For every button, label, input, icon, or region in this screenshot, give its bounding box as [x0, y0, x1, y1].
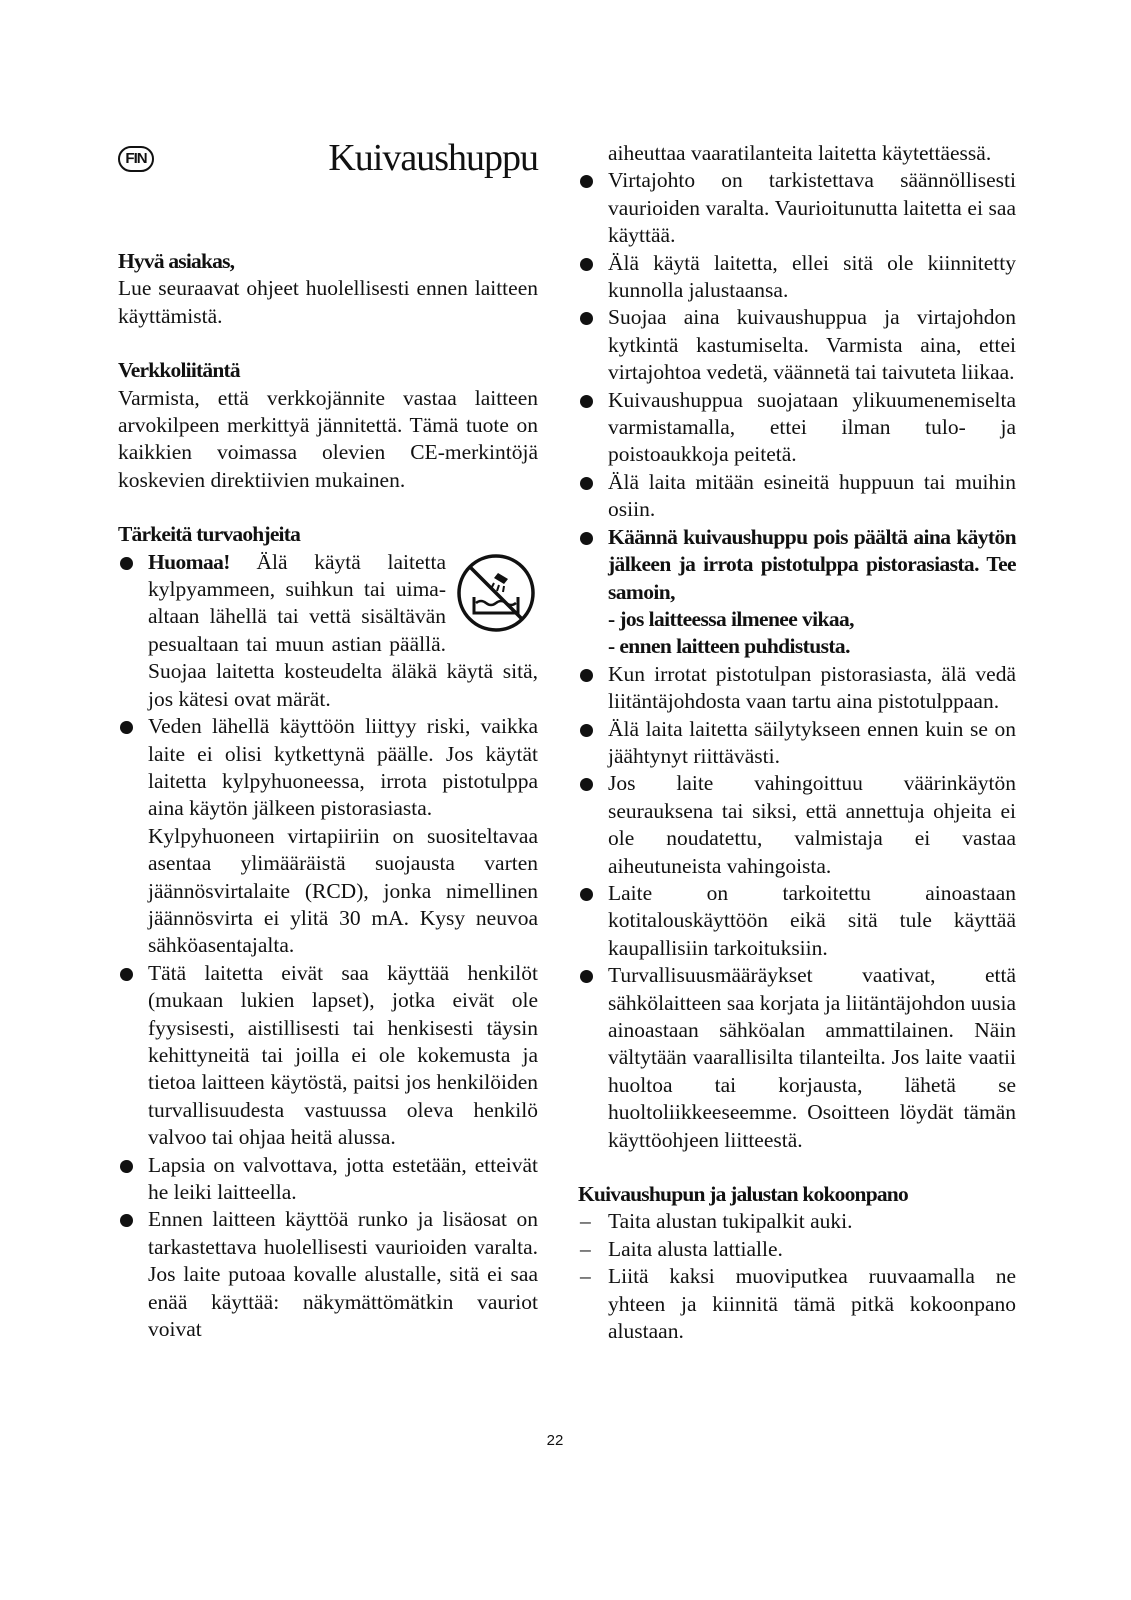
no-water-bath-icon [454, 551, 538, 635]
list-item [118, 713, 538, 960]
list-item: Älä käytä laitetta, ellei sitä ole kiinnitetty kunnolla jalustaansa. [578, 250, 1016, 305]
right-column [578, 140, 1016, 1345]
language-badge: FIN [118, 146, 154, 172]
safety-list [118, 549, 538, 1344]
list-item: Tätä laitetta eivät saa käyttää henkilöt (mukaan lukien lapset), jotka eivät ole fyysisesti, aistillisesti tai henkisesti täysin kehittyneitä tai joilla ei ole kokemusta ja tietoa laitteen käytöstä, paitsi jos henkilöiden turvallisuudesta vastuussa oleva henkilö valvoo tai ohjaa heitä alussa. [118, 960, 538, 1152]
bullet11-bold: Käännä kuivaushuppu pois päältä aina käytön jälkeen ja irrota pistotulppa pistorasiasta. Tee samoin, [608, 524, 1016, 604]
list-item: – Liitä kaksi muoviputkea ruuvaamalla ne yhteen ja kiinnitä tämä pitkä kokoonpano alustaan. [578, 1263, 1016, 1345]
continuation-text: aiheuttaa vaaratilanteita laitetta käytettäessä. [608, 141, 992, 165]
left-column [118, 248, 538, 1343]
safety-heading: Tärkeitä turvaohjeita [118, 522, 301, 547]
greeting-text: Lue seuraavat ohjeet huolellisesti ennen laitteen käyttämistä. [118, 276, 538, 328]
list-item: – Laita alusta lattialle. [578, 1236, 1016, 1263]
bullet11-sub1: - jos laitteessa ilmenee vikaa, [608, 606, 854, 631]
list-item: Suojaa aina kuivaushuppua ja virtajohdon kytkintä kastumiselta. Varmista aina, ettei virtajohtoa vedetä, väännetä tai taivuteta liikaa. [578, 304, 1016, 386]
list-item [118, 549, 538, 713]
mains-heading: Verkkoliitäntä [118, 358, 240, 383]
assembly-steps [578, 1208, 1016, 1345]
bullet1-text: Älä käytä laitetta kylpyammeen, suihkun tai uima-altaan lähellä tai vettä sisältävän pesualtaan tai muun astian päällä. Suojaa laitetta kosteudelta äläkä käytä sitä, jos kätesi ovat märät. [148, 549, 538, 711]
list-item: Kuivaushuppua suojataan ylikuumenemiselta varmistamalla, ettei ilman tulo- ja poistoaukkoja peitetä. [578, 387, 1016, 469]
bullet2-text2: Kylpyhuoneen virtapiiriin on suositeltavaa asentaa ylimääräistä suojausta varten jäännösvirtalaite (RCD), jonka nimellinen jäännösvirta ei ylitä 30 mA. Kysy neuvoa sähköasentajalta. [148, 823, 538, 958]
bullet11-sub2: - ennen laitteen puhdistusta. [608, 634, 850, 659]
list-item: Virtajohto on tarkistettava säännöllisesti vaurioiden varalta. Vaurioitunutta laitetta ei saa käyttää. [578, 167, 1016, 249]
list-item: Älä laita mitään esineitä huppuun tai muihin osiin. [578, 469, 1016, 524]
list-item: Turvallisuusmääräykset vaativat, että sähkölaitteen saa korjata ja liitäntäjohdon uusia ainoastaan sähköalan ammattilainen. Näin vältytään vaarallisilta tilanteilta. Jos laite vaatii huoltoa tai korjausta, lähetä se huoltoliikkeeseemme. Osoitteen löydät tämän käyttöohjeen liitteestä. [578, 962, 1016, 1154]
list-item: Älä laita laitetta säilytykseen ennen kuin se on jäähtynyt riittävästi. [578, 716, 1016, 771]
list-item: Laite on tarkoitettu ainoastaan kotitalouskäyttöön eikä sitä tule käyttää kaupallisiin tarkoituksiin. [578, 880, 1016, 962]
greeting-heading: Hyvä asiakas, [118, 249, 235, 273]
bullet1-bold: Huomaa! [148, 549, 230, 574]
assembly-heading: Kuivaushupun ja jalustan kokoonpano [578, 1182, 908, 1207]
mains-text: Varmista, että verkkojännite vastaa laitteen arvokilpeen merkittyä jännitettä. Tämä tuote on kaikkien voimassa olevien CE-merkintöjä koskevien direktiivien mukainen. [118, 385, 538, 492]
list-item: Jos laite vahingoittuu väärinkäytön seurauksena tai siksi, että annettuja ohjeita ei ole noudatettu, valmistaja ei vastaa aiheutuneista vahingoista. [578, 770, 1016, 880]
list-item [578, 524, 1016, 661]
list-item: Lapsia on valvottava, jotta estetään, etteivät he leiki laitteella. [118, 1152, 538, 1207]
page-number: 22 [546, 1432, 564, 1449]
bullet2-text: Veden lähellä käyttöön liittyy riski, vaikka laite ei olisi kytkettynä päälle. Jos käytät laitetta kylpyhuoneessa, irrota pistotulppa aina käytön jälkeen pistorasiasta. [148, 714, 538, 821]
list-item: Ennen laitteen käyttöä runko ja lisäosat on tarkastettava huolellisesti vaurioiden varalta. Jos laite putoaa kovalle alustalle, sitä ei saa enää käyttää: näkymättömätkin vauriot voivat [118, 1206, 538, 1343]
safety-list-continued [578, 167, 1016, 1154]
list-item: Kun irrotat pistotulpan pistorasiasta, älä vedä liitäntäjohdosta vaan tartu aina pistotulppaan. [578, 661, 1016, 716]
list-item: – Taita alustan tukipalkit auki. [578, 1208, 1016, 1235]
page-title: Kuivaushuppu [328, 137, 538, 179]
